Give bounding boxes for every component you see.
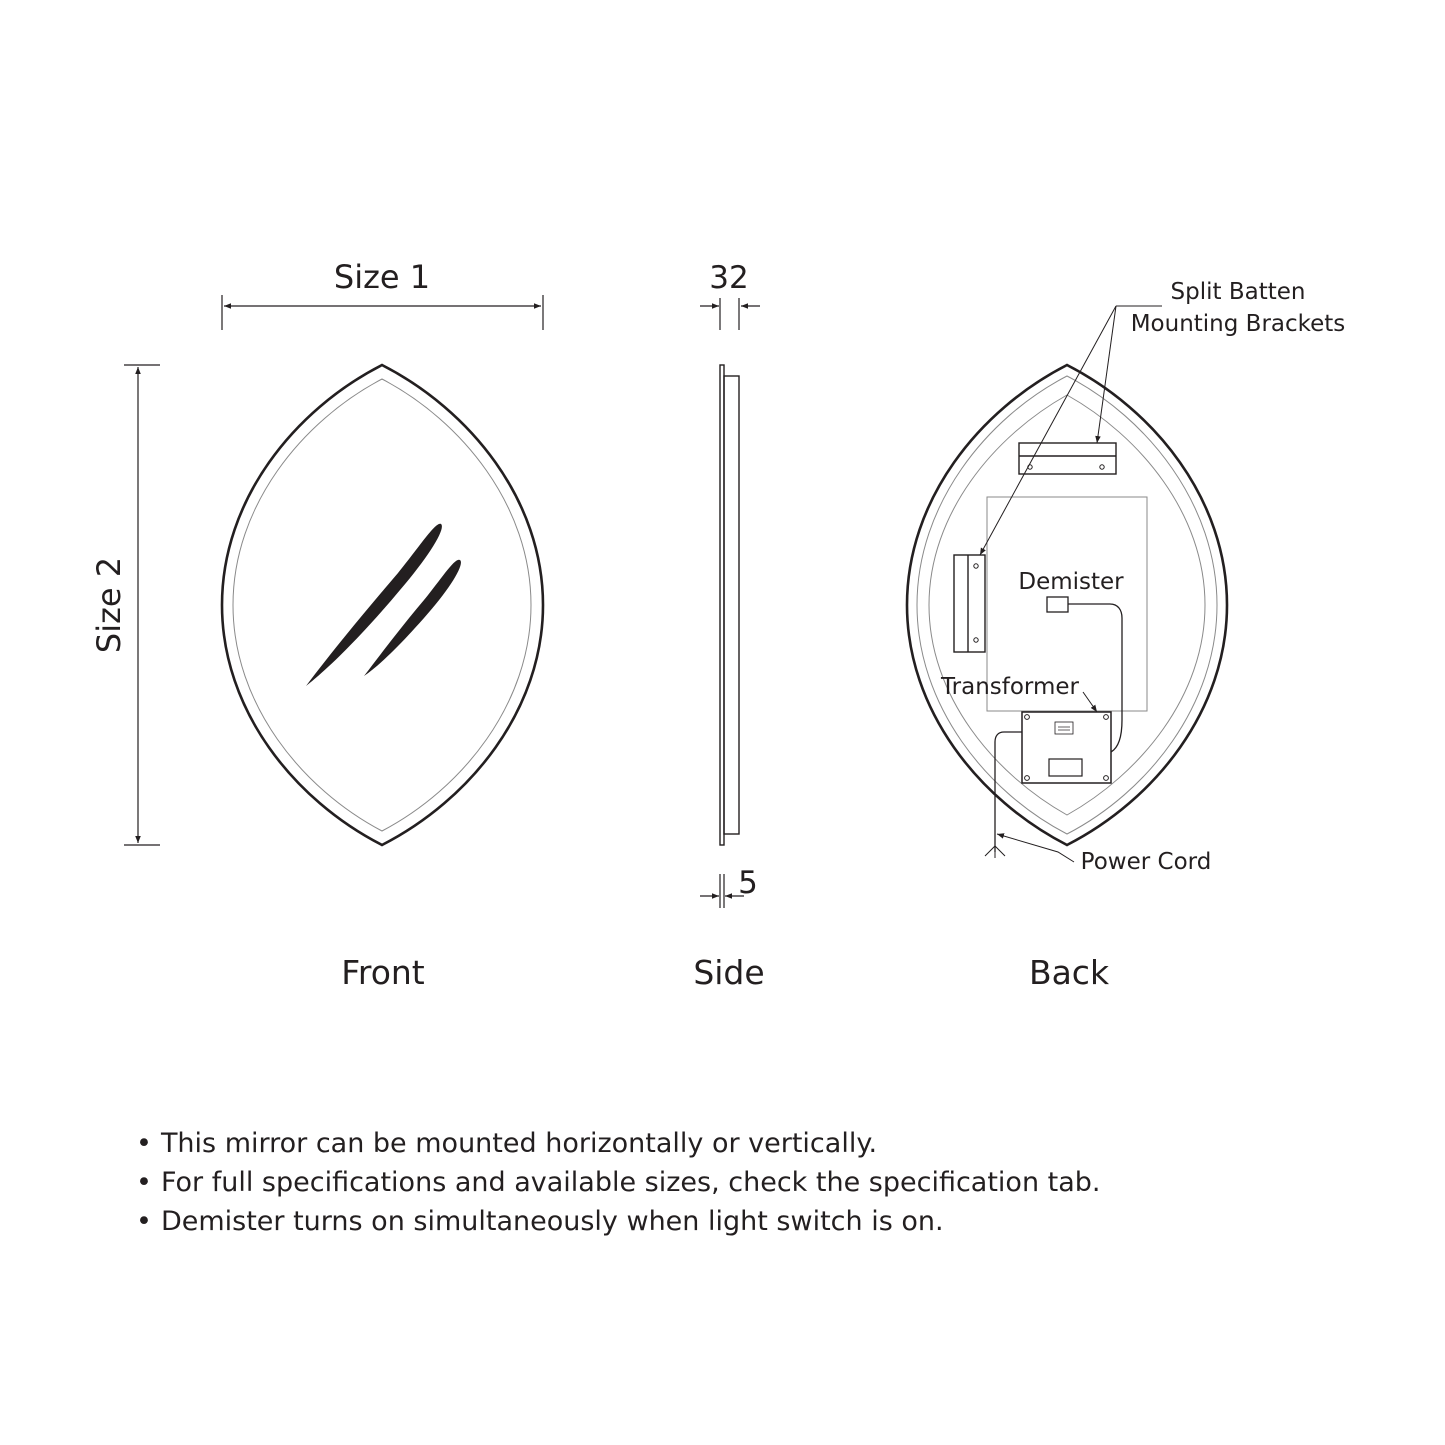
power-cord-label: Power Cord (1080, 849, 1212, 875)
side-mounting-bracket (954, 555, 985, 652)
depth-label: 32 (709, 260, 749, 296)
size-1-label: Size 1 (333, 258, 431, 296)
demister-connector (1047, 597, 1068, 612)
transformer-leader-line (1083, 692, 1097, 712)
note-item: • For full specifications and available sizes, check the specification tab. (136, 1163, 1101, 1202)
reflection-streak (364, 560, 461, 676)
power-cord-end (985, 846, 1005, 858)
notes-list (136, 1124, 1101, 1241)
size-2-dimension (90, 365, 160, 845)
transformer-label: Transformer (940, 674, 1080, 700)
transformer-box (1022, 712, 1111, 783)
side-view (693, 260, 764, 992)
power-cord-leader-line (997, 834, 1074, 862)
side-frame (724, 376, 739, 834)
back-view (907, 279, 1345, 992)
power-cord (995, 732, 1022, 852)
back-mirror-outline (907, 365, 1227, 845)
edge-dimension (700, 865, 758, 908)
bracket-leader-lines (980, 306, 1162, 555)
front-view (90, 258, 543, 992)
size-1-dimension (222, 258, 543, 330)
back-frame-inner-edge (929, 395, 1205, 815)
front-view-label: Front (341, 953, 425, 992)
note-item: • Demister turns on simultaneously when light switch is on. (136, 1202, 1101, 1241)
brackets-label-line1: Split Batten (1170, 279, 1306, 305)
top-mounting-bracket (1019, 443, 1116, 474)
brackets-label-line2: Mounting Brackets (1130, 311, 1346, 337)
back-view-label: Back (1028, 953, 1110, 992)
demister-label: Demister (1018, 569, 1124, 595)
back-frame-edge (917, 376, 1217, 834)
depth-dimension (700, 260, 760, 330)
size-2-label: Size 2 (90, 556, 128, 654)
note-item: • This mirror can be mounted horizontally or vertically. (136, 1124, 1101, 1163)
edge-label: 5 (738, 865, 758, 901)
side-view-label: Side (693, 953, 765, 992)
